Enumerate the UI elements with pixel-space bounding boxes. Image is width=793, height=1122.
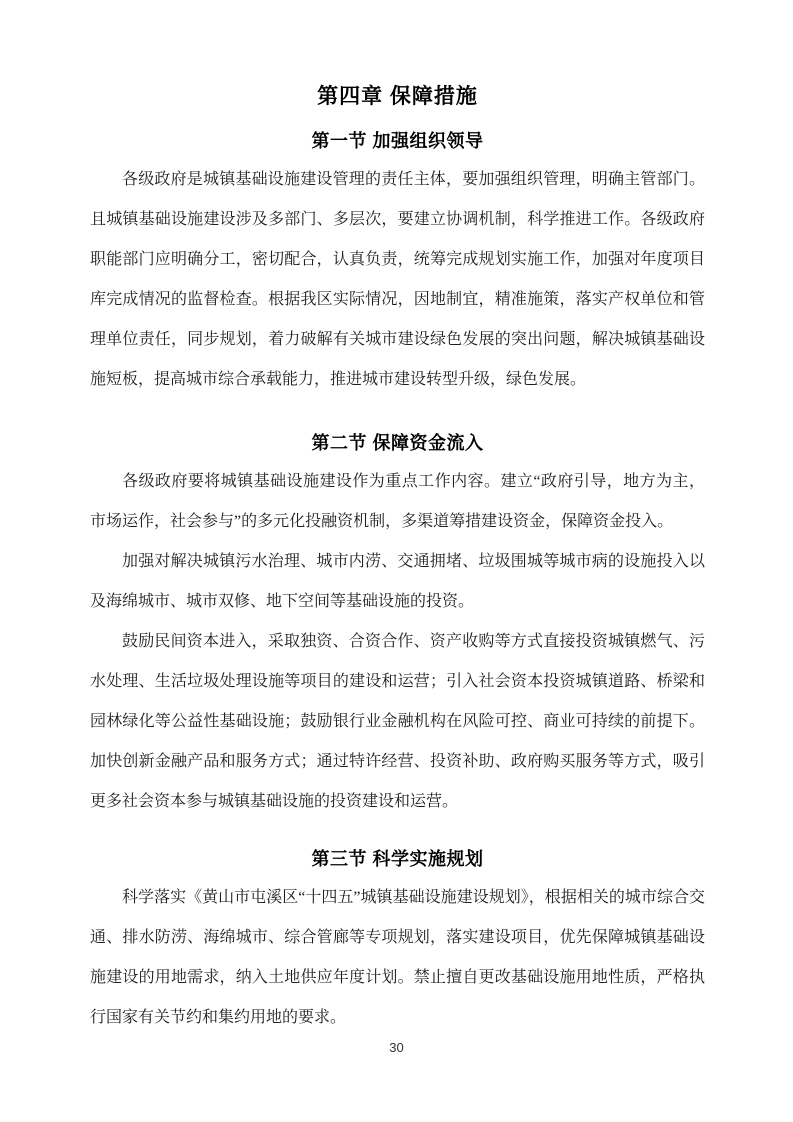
section-1-paragraph-1: 各级政府是城镇基础设施建设管理的责任主体，要加强组织管理，明确主管部门。且城镇基础设施建设涉及多部门、多层次，要建立协调机制，科学推进工作。各级政府职能部门应明确分工，密切配合，认真负责，统筹完成规划实施工作，加强对年度项目库完成情况的监督检查。根据我区实际情况，因地制宜，精准施策，落实产权单位和管理单位责任，同步规划，着力破解有关城市建设绿色发展的突出问题，解决城镇基础设施短板，提高城市综合承载能力，推进城市建设转型升级，绿色发展。 [90,171,705,388]
section-2-paragraph-2: 加强对解决城镇污水治理、城市内涝、交通拥堵、垃圾围城等城市病的设施投入以及海绵城市、城市双修、地下空间等基础设施的投资。 [90,553,705,610]
section-3-body [90,878,705,1038]
section-2-heading: 第二节 保障资金流入 [311,433,484,453]
section-1-body [90,160,705,400]
chapter-title: 第四章 保障措施 [317,85,478,108]
section-2-paragraph-1: 各级政府要将城镇基础设施建设作为重点工作内容。建立“政府引导，地方为主，市场运作，社会参与”的多元化投融资机制，多渠道筹措建设资金，保障资金投入。 [90,473,705,530]
section-2-body [90,462,705,822]
section-2-paragraph-3: 鼓励民间资本进入，采取独资、合资合作、资产收购等方式直接投资城镇燃气、污水处理、生活垃圾处理设施等项目的建设和运营；引入社会资本投资城镇道路、桥梁和园林绿化等公益性基础设施；鼓励银行业金融机构在风险可控、商业可持续的前提下。加快创新金融产品和服务方式；通过特许经营、投资补助、政府购买服务等方式，吸引更多社会资本参与城镇基础设施的投资建设和运营。 [90,633,705,810]
section-3-paragraph-1: 科学落实《黄山市屯溪区“十四五”城镇基础设施建设规划》，根据相关的城市综合交通、排水防涝、海绵城市、综合管廊等专项规划，落实建设项目，优先保障城镇基础设施建设的用地需求，纳入土地供应年度计划。禁止擅自更改基础设施用地性质，严格执行国家有关节约和集约用地的要求。 [90,889,705,1026]
page-number: 30 [389,1040,404,1055]
section-1-heading: 第一节 加强组织领导 [311,131,484,151]
section-3-heading: 第三节 科学实施规划 [311,849,484,869]
